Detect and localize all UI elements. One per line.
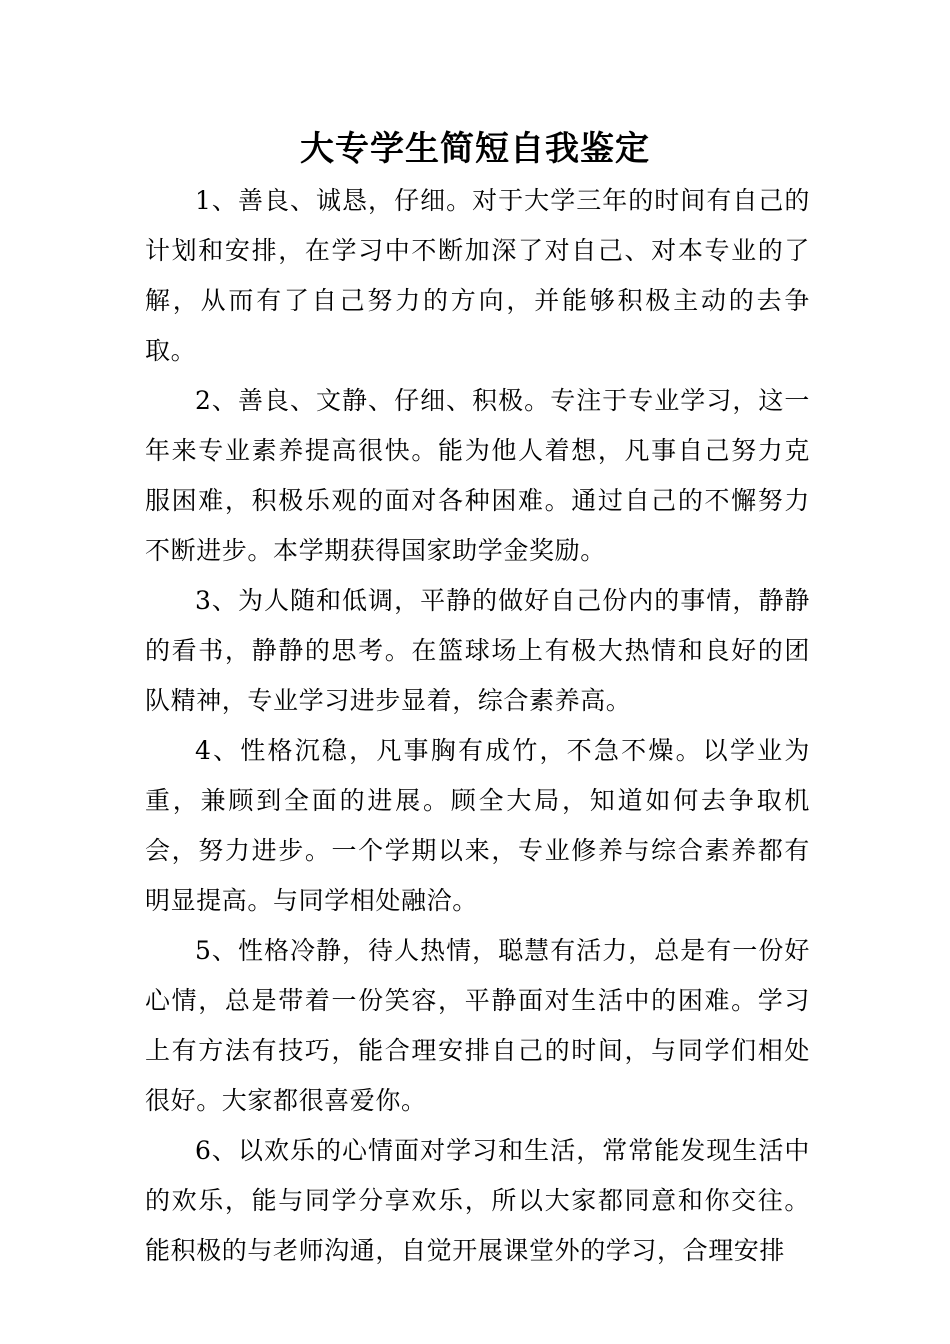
paragraph-2: 2、善良、文静、仔细、积极。专注于专业学习，这一年来专业素养提高很快。能为他人着想，凡事自己努力克服困难，积极乐观的面对各种困难。通过自己的不懈努力不断进步。本学期获得国家助学金奖励。: [145, 386, 810, 565]
document-body: [145, 176, 810, 1276]
paragraph-3: 3、为人随和低调，平静的做好自己份内的事情，静静的看书，静静的思考。在篮球场上有极大热情和良好的团队精神，专业学习进步显着，综合素养高。: [145, 586, 810, 715]
paragraph-6: 6、以欢乐的心情面对学习和生活，常常能发现生活中的欢乐，能与同学分享欢乐，所以大家都同意和你交往。能积极的与老师沟通，自觉开展课堂外的学习，合理安排: [145, 1136, 810, 1265]
document-title: 大专学生简短自我鉴定: [300, 129, 650, 169]
paragraph-5: 5、性格冷静，待人热情，聪慧有活力，总是有一份好心情，总是带着一份笑容，平静面对生活中的困难。学习上有方法有技巧，能合理安排自己的时间，与同学们相处很好。大家都很喜爱你。: [145, 936, 810, 1115]
paragraph-4: 4、性格沉稳，凡事胸有成竹，不急不燥。以学业为重，兼顾到全面的进展。顾全大局，知道如何去争取机会，努力进步。一个学期以来，专业修养与综合素养都有明显提高。与同学相处融洽。: [145, 736, 810, 915]
paragraph-1: 1、善良、诚恳，仔细。对于大学三年的时间有自己的计划和安排，在学习中不断加深了对自己、对本专业的了解，从而有了自己努力的方向，并能够积极主动的去争取。: [145, 186, 810, 365]
